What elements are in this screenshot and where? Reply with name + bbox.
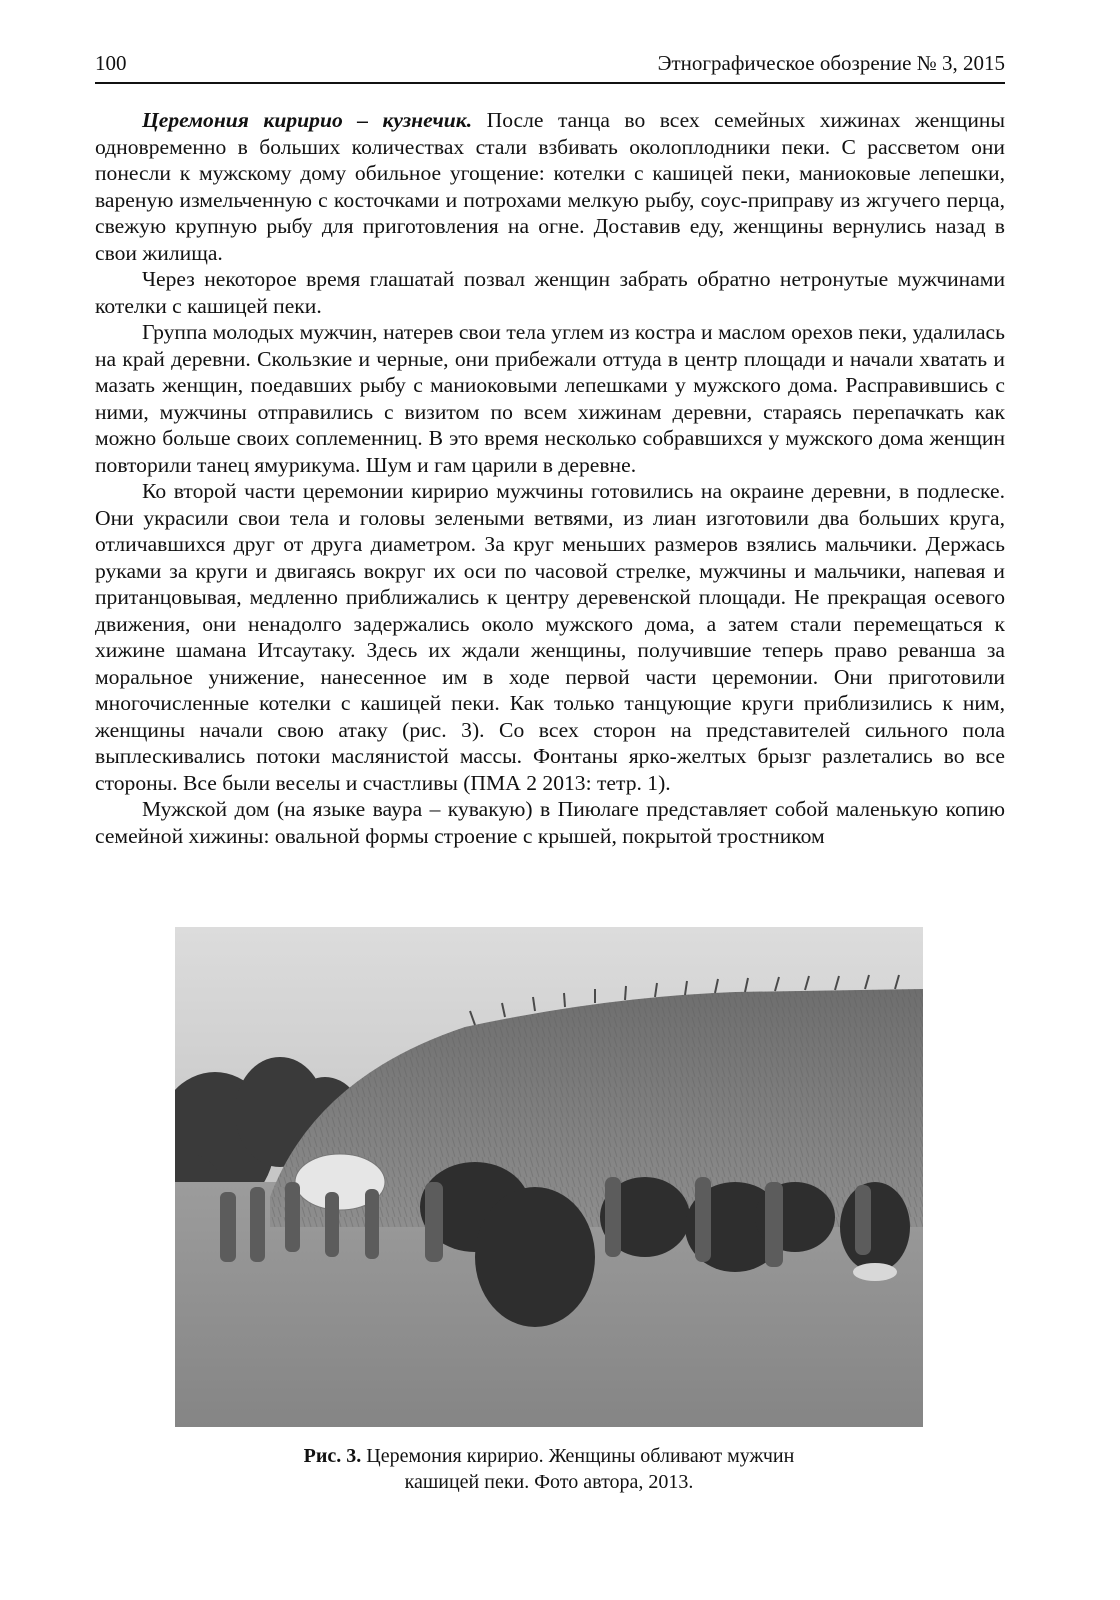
- caption-text-1: Церемония киририо. Женщины обливают мужчин: [361, 1445, 795, 1467]
- figure-label: Рис. 3.: [303, 1445, 362, 1467]
- paragraph-3: Группа молодых мужчин, натерев свои тела углем из костра и маслом орехов пеки, удалилась на край деревни. Скользкие и черные, они прибежали оттуда в центр площади и начали хватать и мазать женщин, поедавших рыбу с маниоковыми лепешками у мужского дома. Расправившись с ними, мужчины отправились с визитом по всем хижинам деревни, стараясь перепачкать как можно больше своих соплеменниц. В это время несколько собравшихся у мужского дома женщин повторили танец ямурикума. Шум и гам царили в деревне.: [95, 320, 1005, 477]
- pot: [853, 1263, 897, 1281]
- paragraph-1-text: После танца во всех семейных хижинах женщины одновременно в больших количествах стали взбивать околоплодники пеки. С рассветом они понесли к мужскому дому обильное угощение: котелки с кашицей пеки, маниоковые лепешки, вареную измельченную с косточками и потрохами мелкую рыбу, соус-приправу из жгучего перца, свежую крупную рыбу для приготовления на огне. Доставив еду, женщины вернулись назад в свои жилища.: [95, 108, 1006, 265]
- figure-caption: [175, 1443, 923, 1495]
- article-body: [95, 107, 1005, 849]
- journal-title: Этнографическое обозрение № 3, 2015: [657, 51, 1005, 75]
- ceremony-photo-illustration: [175, 927, 923, 1427]
- section-lead-in: Церемония киририо – кузнечик.: [142, 108, 473, 132]
- running-head: [95, 48, 1005, 84]
- caption-line-2: кашицей пеки. Фото автора, 2013.: [404, 1471, 694, 1493]
- ceremony-photo: [175, 927, 923, 1427]
- paragraph-2: Через некоторое время глашатай позвал женщин забрать обратно нетронутые мужчинами котелки с кашицей пеки.: [95, 267, 1005, 318]
- paragraph-4: Ко второй части церемонии киририо мужчины готовились на окраине деревни, в подлеске. Они украсили свои тела и головы зелеными ветвями, из лиан изготовили два больших круга, отличавшихся друг от друга диаметром. За круг меньших размеров взялись мальчики. Держась руками за круги и двигаясь вокруг их оси по часовой стрелке, мужчины и мальчики, напевая и пританцовывая, медленно приближались к центру деревенской площади. Не прекращая осевого движения, они ненадолго задержались около мужского дома, а затем стали перемещаться к хижине шамана Итсаутаку. Здесь их ждали женщины, получившие теперь право реванша за моральное унижение, нанесенное им в ходе первой части церемонии. Они приготовили многочисленные котелки с кашицей пеки. Как только танцующие круги приблизились к ним, женщины начали свою атаку (рис. 3). Со всех сторон на представителей сильного пола выплескивались потоки маслянистой массы. Фонтаны ярко-желтых брызг разлетались во все стороны. Все были веселы и счастливы (ПМА 2 2013: тетр. 1).: [95, 479, 1005, 795]
- caption-line-1: [175, 1443, 923, 1469]
- page-number: 100: [95, 51, 127, 75]
- paragraph-5: Мужской дом (на языке ваура – кувакую) в Пиюлаге представляет собой маленькую копию семейной хижины: овальной формы строение с крышей, покрытой тростником: [95, 797, 1005, 848]
- paragraph-1: [95, 107, 1005, 266]
